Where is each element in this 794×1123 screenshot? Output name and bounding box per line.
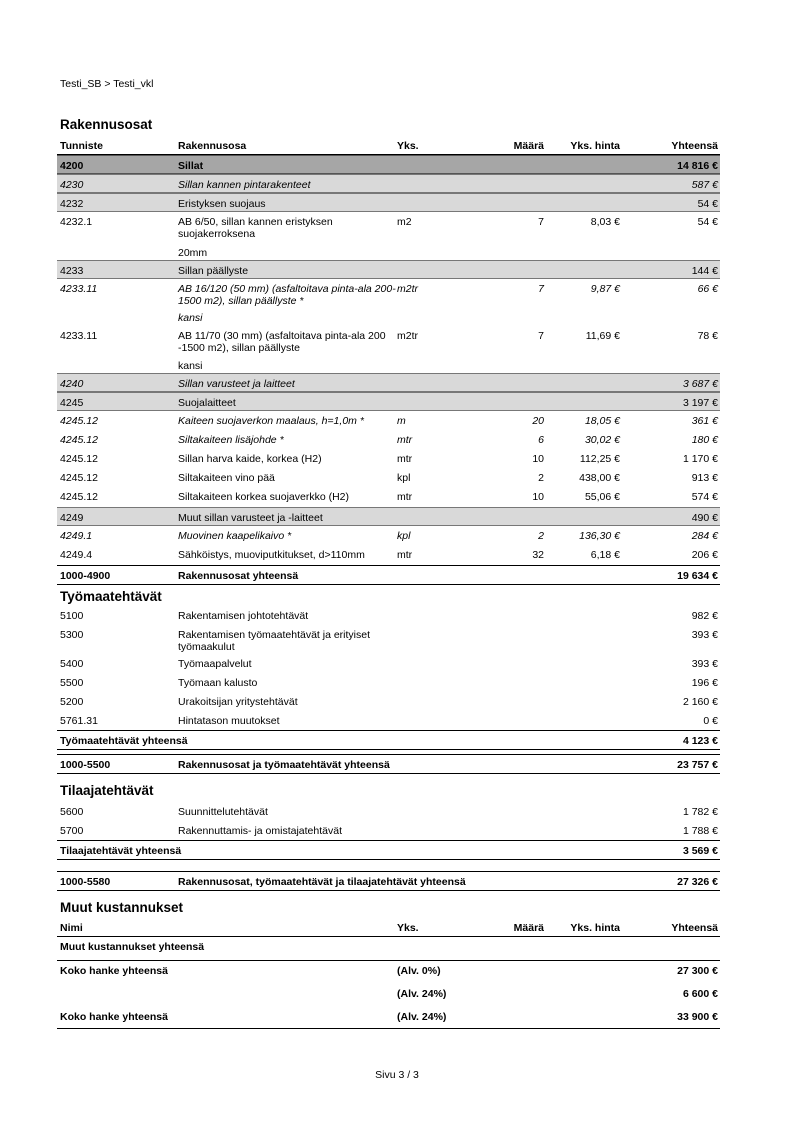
row-total: 2 160 €: [682, 696, 718, 708]
total-value: 23 757 €: [677, 759, 718, 771]
total-code: 1000-5500: [60, 759, 111, 771]
tyomaatehtavat-total-row: [57, 730, 720, 750]
total-code: 1000-4900: [60, 570, 111, 582]
row-name: Sillat: [178, 160, 204, 172]
row-code: 4232: [60, 198, 84, 210]
table-row: [57, 260, 720, 279]
row-name: Suojalaitteet: [178, 397, 236, 409]
row-price: 8,03 €: [590, 216, 620, 228]
row-code: 4230: [60, 179, 84, 191]
row-qty: 7: [538, 283, 544, 295]
row-total: 78 €: [697, 330, 718, 342]
row-price: 6,18 €: [590, 549, 620, 561]
total-label: Tilaajatehtävät yhteensä: [60, 845, 182, 857]
row-code: 5200: [60, 696, 84, 708]
row-price: 11,69 €: [585, 330, 620, 342]
row-name: Sillan päällyste: [178, 265, 249, 277]
total-label: Rakennusosat, työmaatehtävät ja tilaajatehtävät yhteensä: [178, 876, 466, 888]
row-code: 4232.1: [60, 216, 93, 228]
row-name: AB 16/120 (50 mm) (asfaltoitava pinta-ala 200-1500 m2), sillan päällyste *: [178, 283, 396, 307]
table-row: [57, 545, 720, 565]
table-row: [57, 468, 720, 487]
table-row: [57, 411, 720, 430]
final-vat: (Alv. 24%): [397, 1011, 447, 1023]
final-row: [57, 1007, 720, 1029]
row-code: 4245.12: [60, 491, 98, 503]
row-total: 0 €: [703, 715, 718, 727]
row-name: Siltakaiteen vino pää: [178, 472, 275, 484]
row-note: kansi: [178, 312, 203, 324]
row-code: 4249.4: [60, 549, 93, 561]
row-name: Siltakaiteen lisäjohde *: [178, 434, 284, 446]
table-row: [57, 654, 720, 673]
row-code: 4233.11: [60, 283, 98, 295]
row-total: 393 €: [691, 658, 718, 670]
row-name: Sillan kannen pintarakenteet: [178, 179, 311, 191]
row-qty: 7: [538, 216, 544, 228]
row-total: 490 €: [691, 512, 718, 524]
row-total: 284 €: [691, 530, 718, 542]
row-name: Rakentamisen työmaatehtävät ja erityiset työmaakulut: [178, 629, 371, 653]
breadcrumb: Testi_SB > Testi_vkl: [60, 78, 154, 90]
table-row: [57, 212, 720, 260]
row-code: 4233.11: [60, 330, 98, 342]
row-code: 5100: [60, 610, 84, 622]
header-nimi: Nimi: [60, 922, 83, 934]
row-code: 4245.12: [60, 415, 98, 427]
row-price: 136,30 €: [579, 530, 620, 542]
row-name: Muovinen kaapelikaivo *: [178, 530, 292, 542]
row-name: Hintatason muutokset: [178, 715, 280, 727]
subtotal-row: [57, 754, 720, 774]
table-row: [57, 507, 720, 526]
row-total: 196 €: [691, 677, 718, 689]
section-title-tyomaatehtavat: Työmaatehtävät: [60, 589, 162, 604]
row-code: 5300: [60, 629, 84, 641]
row-total: 1 782 €: [682, 806, 718, 818]
row-total: 14 816 €: [677, 160, 718, 172]
row-qty: 7: [538, 330, 544, 342]
row-total: 393 €: [691, 629, 718, 641]
row-name: Urakoitsijan yritystehtävät: [178, 696, 298, 708]
row-qty: 32: [532, 549, 544, 561]
row-price: 112,25 €: [579, 453, 620, 465]
final-label: Koko hanke yhteensä: [60, 1011, 168, 1023]
header-yks: Yks.: [397, 140, 419, 152]
table-row: [57, 673, 720, 692]
row-unit: mtr: [397, 549, 413, 561]
row-total: 206 €: [691, 549, 718, 561]
row-total: 3 687 €: [682, 378, 718, 390]
total-value: 4 123 €: [682, 735, 718, 747]
row-price: 438,00 €: [579, 472, 620, 484]
row-note: kansi: [178, 360, 203, 372]
table-row: [57, 625, 720, 655]
section-title-muut: Muut kustannukset: [60, 900, 184, 915]
table-row: [57, 392, 720, 411]
final-total: 6 600 €: [682, 988, 718, 1000]
row-unit: mtr: [397, 453, 413, 465]
table-row: [57, 526, 720, 545]
row-name: AB 6/50, sillan kannen eristyksen suojakerroksena: [178, 216, 333, 240]
row-name: Työmaapalvelut: [178, 658, 252, 670]
row-total: 1 170 €: [682, 453, 718, 465]
header-tunniste: Tunniste: [60, 140, 103, 152]
total-label: Muut kustannukset yhteensä: [60, 941, 205, 953]
header-rakennusosa: Rakennusosa: [178, 140, 247, 152]
row-total: 1 788 €: [682, 825, 718, 837]
row-price: 18,05 €: [584, 415, 620, 427]
row-name: Muut sillan varusteet ja -laitteet: [178, 512, 323, 524]
total-value: 3 569 €: [682, 845, 718, 857]
table-row: [57, 487, 720, 507]
row-code: 4245.12: [60, 472, 98, 484]
row-unit: m: [397, 415, 406, 427]
row-total: 574 €: [691, 491, 718, 503]
row-price: 30,02 €: [584, 434, 620, 446]
table-row: [57, 155, 720, 174]
section-title-rakennusosat: Rakennusosat: [60, 117, 153, 132]
row-price: 55,06 €: [584, 491, 620, 503]
total-value: 19 634 €: [677, 570, 718, 582]
row-code: 4245.12: [60, 434, 98, 446]
row-unit: m2tr: [397, 330, 418, 342]
row-qty: 6: [538, 434, 544, 446]
row-unit: mtr: [397, 434, 413, 446]
header-yhteensa: Yhteensä: [671, 140, 718, 152]
row-qty: 10: [532, 491, 544, 503]
section-title-tilaajatehtavat: Tilaajatehtävät: [60, 783, 154, 798]
row-total: 3 197 €: [682, 397, 718, 409]
table-row: [57, 373, 720, 392]
page-number: Sivu 3 / 3: [375, 1069, 419, 1081]
row-code: 5700: [60, 825, 84, 837]
table-row: [57, 802, 720, 821]
row-name: Sähköistys, muoviputkitukset, d>110mm: [178, 549, 365, 561]
row-total: 66 €: [697, 283, 718, 295]
row-name: Rakentamisen johtotehtävät: [178, 610, 309, 622]
subtotal-row: [57, 871, 720, 891]
row-unit: m2tr: [397, 283, 418, 295]
row-code: 4240: [60, 378, 84, 390]
final-vat: (Alv. 24%): [397, 988, 447, 1000]
row-code: 4249.1: [60, 530, 93, 542]
row-total: 982 €: [691, 610, 718, 622]
row-total: 144 €: [691, 265, 718, 277]
row-note: 20mm: [178, 247, 208, 259]
row-total: 361 €: [691, 415, 718, 427]
row-total: 180 €: [691, 434, 718, 446]
muut-total-row: [57, 937, 720, 961]
final-total: 27 300 €: [677, 965, 718, 977]
row-name: AB 11/70 (30 mm) (asfaltoitava pinta-ala 200 -1500 m2), sillan päällyste: [178, 330, 386, 354]
row-code: 5600: [60, 806, 84, 818]
rakennusosat-total-row: [57, 565, 720, 585]
row-qty: 10: [532, 453, 544, 465]
row-unit: kpl: [397, 472, 411, 484]
row-code: 4233: [60, 265, 84, 277]
total-label: Työmaatehtävät yhteensä: [60, 735, 188, 747]
table-row: [57, 449, 720, 468]
table-row: [57, 279, 720, 326]
row-code: 4245.12: [60, 453, 98, 465]
row-unit: mtr: [397, 491, 413, 503]
row-name: Suunnittelutehtävät: [178, 806, 268, 818]
row-code: 4200: [60, 160, 84, 172]
header-yks: Yks.: [397, 922, 419, 934]
header-yks-hinta: Yks. hinta: [570, 140, 620, 152]
row-unit: m2: [397, 216, 412, 228]
tilaajatehtavat-total-row: [57, 840, 720, 860]
row-name: Työmaan kalusto: [178, 677, 258, 689]
row-code: 5500: [60, 677, 84, 689]
final-vat: (Alv. 0%): [397, 965, 441, 977]
row-qty: 2: [538, 530, 544, 542]
row-name: Sillan harva kaide, korkea (H2): [178, 453, 322, 465]
total-label: Rakennusosat ja työmaatehtävät yhteensä: [178, 759, 390, 771]
total-value: 27 326 €: [677, 876, 718, 888]
final-label: Koko hanke yhteensä: [60, 965, 168, 977]
table-row: [57, 193, 720, 212]
table-row: [57, 821, 720, 840]
total-label: Rakennusosat yhteensä: [178, 570, 299, 582]
final-row: [57, 984, 720, 1006]
row-code: 4249: [60, 512, 84, 524]
row-code: 5761.31: [60, 715, 98, 727]
header-yks-hinta: Yks. hinta: [570, 922, 620, 934]
row-unit: kpl: [397, 530, 411, 542]
muut-table-header: [57, 918, 720, 937]
row-qty: 2: [538, 472, 544, 484]
row-name: Rakennuttamis- ja omistajatehtävät: [178, 825, 342, 837]
table-row: [57, 692, 720, 711]
row-code: 5400: [60, 658, 84, 670]
row-total: 54 €: [697, 198, 718, 210]
row-code: 4245: [60, 397, 84, 409]
row-name: Siltakaiteen korkea suojaverkko (H2): [178, 491, 349, 503]
final-row: [57, 961, 720, 983]
row-name: Kaiteen suojaverkon maalaus, h=1,0m *: [178, 415, 364, 427]
row-qty: 20: [532, 415, 544, 427]
row-name: Eristyksen suojaus: [178, 198, 266, 210]
row-total: 587 €: [691, 179, 718, 191]
table-row: [57, 711, 720, 730]
header-maara: Määrä: [513, 922, 544, 934]
header-maara: Määrä: [513, 140, 544, 152]
row-total: 913 €: [691, 472, 718, 484]
table-row: [57, 326, 720, 373]
header-yhteensa: Yhteensä: [671, 922, 718, 934]
row-total: 54 €: [697, 216, 718, 228]
row-price: 9,87 €: [590, 283, 620, 295]
final-total: 33 900 €: [677, 1011, 718, 1023]
table-row: [57, 174, 720, 193]
table-row: [57, 430, 720, 449]
table-header: [57, 136, 720, 155]
table-row: [57, 606, 720, 625]
row-name: Sillan varusteet ja laitteet: [178, 378, 295, 390]
total-code: 1000-5580: [60, 876, 111, 888]
